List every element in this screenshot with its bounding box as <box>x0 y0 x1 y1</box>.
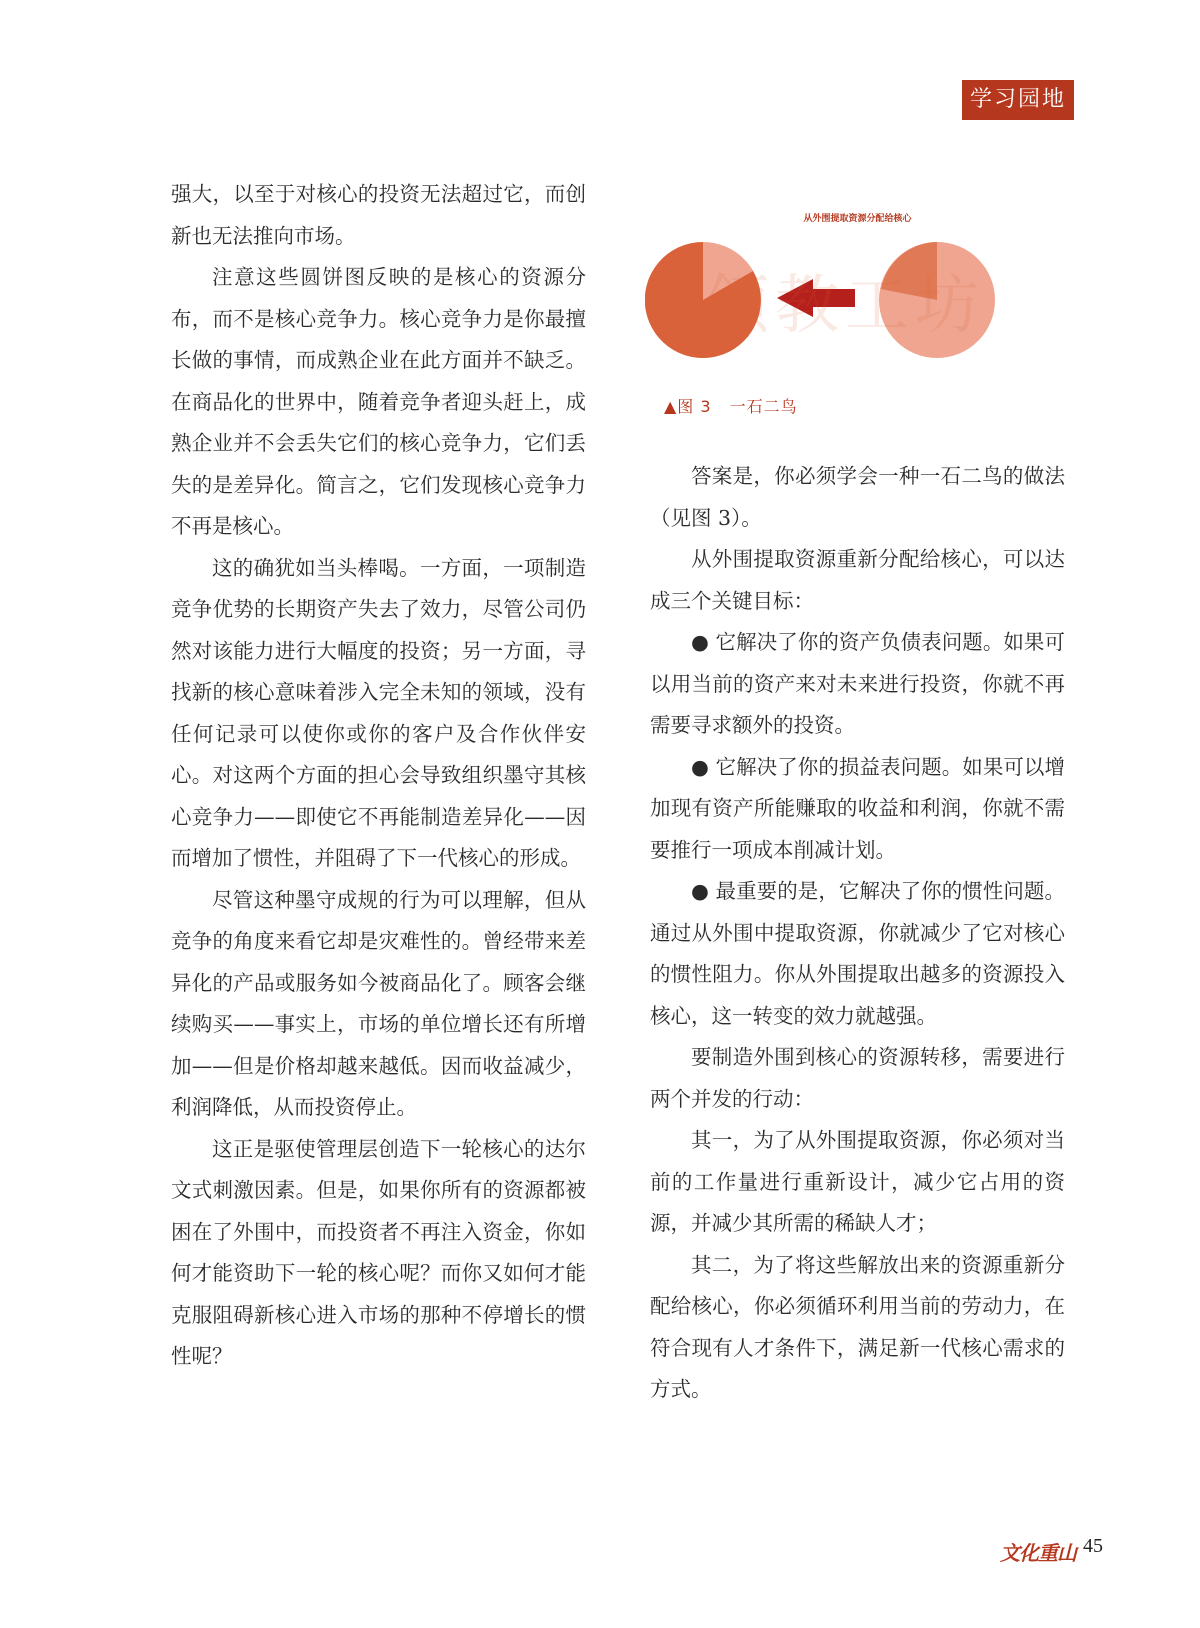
bullet-item: ● 最重要的是，它解决了你的惯性问题。通过从外围中提取资源，你就减少了它对核心的惯性阻力。你从外围提取出越多的资源投入核心，这一转变的效力就越强。 <box>650 879 1065 1028</box>
pie-diagram <box>645 195 1070 425</box>
paragraph: 尽管这种墨守成规的行为可以理解，但从竞争的角度来看它却是灾难性的。曾经带来差异化的产品或服务如今被商品化了。顾客会继续购买——事实上，市场的单位增长还有所增加——但是价格却越来越低。因而收益减少，利润降低，从而投资停止。 <box>171 887 586 1119</box>
paragraph: 从外围提取资源重新分配给核心，可以达成三个关键目标： <box>650 547 1065 613</box>
figure-caption-number: ▲图 3 <box>664 397 712 416</box>
left-column <box>171 174 586 1378</box>
paragraph: 这的确犹如当头棒喝。一方面，一项制造竞争优势的长期资产失去了效力，尽管公司仍然对该能力进行大幅度的投资；另一方面，寻找新的核心意味着涉入完全未知的领域，没有任何记录可以使你或你的客户及合作伙伴安心。对这两个方面的担心会导致组织墨守其核心竞争力——即使它不再能制造差异化——因而增加了惯性，并阻碍了下一代核心的形成。 <box>171 555 586 870</box>
section-tag: 学习园地 <box>962 80 1074 120</box>
paragraph: 答案是，你必须学会一种一石二鸟的做法（见图 3）。 <box>650 464 1065 530</box>
figure-caption-text: 一石二鸟 <box>729 397 798 416</box>
bullet-item: ● 它解决了你的损益表问题。如果可以增加现有资产所能赚取的收益和利润，你就不需要推行一项成本削减计划。 <box>650 754 1065 862</box>
paragraph: 要制造外围到核心的资源转移，需要进行两个并发的行动： <box>650 1045 1065 1111</box>
page-number: 45 <box>1083 1535 1103 1557</box>
figure-caption <box>664 394 798 417</box>
paragraph: 注意这些圆饼图反映的是核心的资源分布，而不是核心竞争力。核心竞争力是你最擅长做的事情，而成熟企业在此方面并不缺乏。在商品化的世界中，随着竞争者迎头赶上，成熟企业并不会丢失它们的核心竞争力，它们丢失的是差异化。简言之，它们发现核心竞争力不再是核心。 <box>171 265 586 538</box>
paragraph: 其二，为了将这些解放出来的资源重新分配给核心，你必须循环利用当前的劳动力，在符合现有人才条件下，满足新一代核心需求的方式。 <box>650 1252 1065 1401</box>
figure-3 <box>645 195 1070 425</box>
watermark: 领教工坊 <box>705 269 985 343</box>
paragraph: 其一，为了从外围提取资源，你必须对当前的工作量进行重新设计，减少它占用的资源，并减少其所需的稀缺人才； <box>650 1128 1065 1235</box>
figure-title: 从外围提取资源分配给核心 <box>803 214 912 224</box>
paragraph: 强大，以至于对核心的投资无法超过它，而创新也无法推向市场。 <box>171 182 586 248</box>
paragraph: 这正是驱使管理层创造下一轮核心的达尔文式刺激因素。但是，如果你所有的资源都被困在了外围中，而投资者不再注入资金，你如何才能资助下一轮的核心呢？而你又如何才能克服阻碍新核心进入市场的那种不停增长的惯性呢？ <box>171 1136 586 1368</box>
bullet-item: ● 它解决了你的资产负债表问题。如果可以用当前的资产来对未来进行投资，你就不再需要寻求额外的投资。 <box>650 630 1065 737</box>
right-column <box>650 456 1065 1411</box>
magazine-logo: 文化重山 <box>1000 1541 1076 1565</box>
